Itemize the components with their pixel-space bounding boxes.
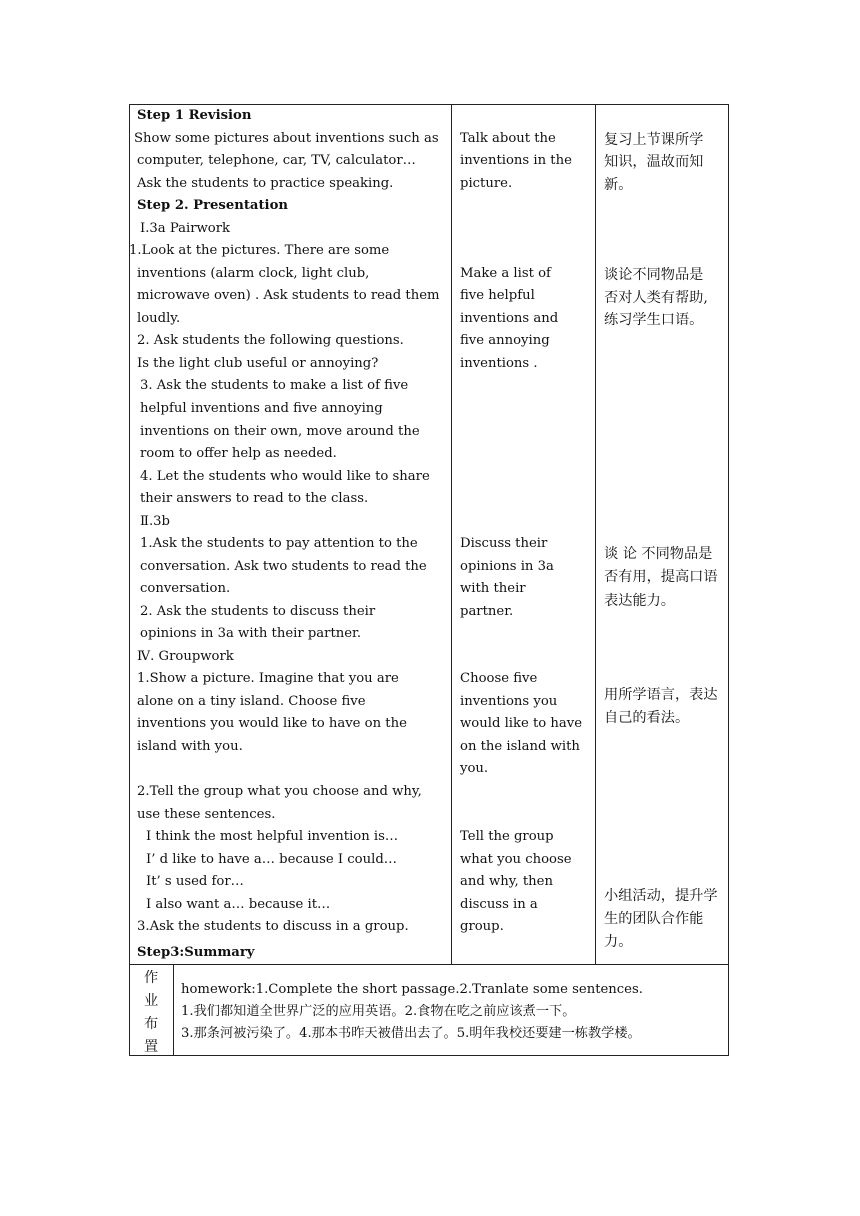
text-line: 谈论不同物品是 (604, 267, 704, 283)
text-line: inventions on their own, move around the (140, 424, 420, 439)
text-line: inventions you (460, 694, 558, 709)
section-heading: Ⅰ.3a Pairwork (140, 221, 231, 236)
text-line: 1.Show a picture. Imagine that you are (137, 671, 399, 686)
text-line: 否对人类有帮助, (604, 290, 708, 306)
text-line: 谈 论 不同物品是 (604, 546, 713, 562)
text-line: five helpful (460, 288, 535, 303)
text-line: conversation. (140, 581, 231, 596)
text-line: 3. Ask the students to make a list of five (140, 378, 409, 393)
text-line: group. (460, 919, 504, 934)
text-line: 1.Ask the students to pay attention to the (140, 536, 418, 551)
text-line: Choose five (460, 671, 538, 686)
homework-line: 3.那条河被污染了。4.那本书昨天被借出去了。5.明年我校还要建一栋教学楼。 (181, 1026, 641, 1041)
text-line: Show some pictures about inventions such as (134, 131, 439, 146)
text-line: with their (460, 581, 526, 596)
text-line: 表达能力。 (604, 593, 675, 609)
text-line: picture. (460, 176, 513, 191)
text-line: conversation. Ask two students to read the (140, 559, 427, 574)
step-heading: Step 2. Presentation (137, 198, 288, 213)
text-line: 复习上节课所学 (604, 132, 704, 148)
homework-label-char: 业 (144, 993, 159, 1009)
text-line: 1.Look at the pictures. There are some (129, 243, 390, 258)
text-line: five annoying (460, 333, 550, 348)
section-heading: Ⅳ. Groupwork (137, 649, 234, 664)
text-line: helpful inventions and five annoying (140, 401, 383, 416)
text-line: inventions . (460, 356, 538, 371)
text-line: island with you. (137, 739, 243, 754)
text-line: 4. Let the students who would like to share (140, 469, 430, 484)
text-line: their answers to read to the class. (140, 491, 369, 506)
text-line: discuss in a (460, 897, 538, 912)
text-line: Talk about the (460, 131, 556, 146)
text-line: 自己的看法。 (604, 710, 690, 726)
text-line: I also want a… because it… (146, 897, 331, 912)
text-line: loudly. (137, 311, 181, 326)
homework-line: homework:1.Complete the short passage.2.Tranlate some sentences. (181, 982, 643, 997)
homework-line: 1.我们都知道全世界广泛的应用英语。2.食物在吃之前应该煮一下。 (181, 1004, 576, 1019)
text-line: alone on a tiny island. Choose five (137, 694, 366, 709)
text-line: 练习学生口语。 (604, 312, 704, 328)
text-line: use these sentences. (137, 807, 276, 822)
section-heading: Ⅱ.3b (140, 514, 170, 529)
text-line: microwave oven) . Ask students to read them (137, 288, 440, 303)
text-line: 新。 (604, 177, 633, 193)
text-line: Ask the students to practice speaking. (137, 176, 394, 191)
text-line: opinions in 3a (460, 559, 554, 574)
step-heading: Step3:Summary (137, 945, 255, 960)
text-line: 2. Ask the students to discuss their (140, 604, 376, 619)
text-line: room to offer help as needed. (140, 446, 337, 461)
text-line: 3.Ask the students to discuss in a group. (137, 919, 409, 934)
text-line: inventions you would like to have on the (137, 716, 407, 731)
text-line: Discuss their (460, 536, 548, 551)
text-line: inventions and (460, 311, 559, 326)
text-line: Tell the group (460, 829, 554, 844)
text-line: I’ d like to have a… because I could… (146, 852, 397, 867)
text-line: on the island with (460, 739, 580, 754)
text-line: 小组活动，提升学 (604, 888, 718, 904)
text-line: opinions in 3a with their partner. (140, 626, 362, 641)
text-line: computer, telephone, car, TV, calculator… (137, 153, 416, 168)
text-line: and why, then (460, 874, 553, 889)
text-line: 力。 (604, 934, 633, 950)
text-line: It’ s used for… (146, 874, 244, 889)
homework-label-divider (173, 964, 174, 1056)
text-line: inventions (alarm clock, light club, (137, 266, 370, 281)
text-line: partner. (460, 604, 514, 619)
text-line: 否有用，提高口语 (604, 569, 718, 585)
homework-label-char: 置 (144, 1039, 159, 1055)
text-line: Make a list of (460, 266, 551, 281)
text-line: you. (460, 761, 489, 776)
text-line: what you choose (460, 852, 572, 867)
column-divider-1 (451, 104, 452, 965)
text-line: 用所学语言，表达 (604, 687, 718, 703)
column-divider-2 (595, 104, 596, 965)
text-line: 知识，温故而知 (604, 154, 704, 170)
homework-label-char: 布 (144, 1016, 159, 1032)
step-heading: Step 1 Revision (137, 108, 252, 123)
text-line: I think the most helpful invention is… (146, 829, 399, 844)
homework-label-char: 作 (144, 970, 159, 986)
text-line: 生的团队合作能 (604, 911, 704, 927)
text-line: 2.Tell the group what you choose and why, (137, 784, 422, 799)
text-line: would like to have (460, 716, 583, 731)
text-line: inventions in the (460, 153, 572, 168)
text-line: Is the light club useful or annoying? (137, 356, 379, 371)
text-line: 2. Ask students the following questions. (137, 333, 404, 348)
